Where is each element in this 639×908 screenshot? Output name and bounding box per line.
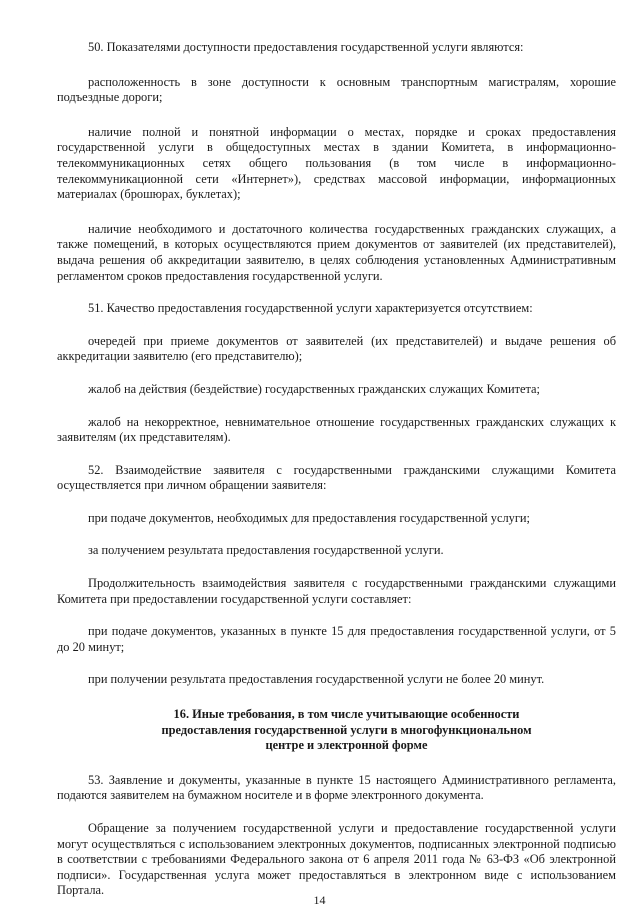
- paragraph-51-item-3: жалоб на некорректное, невнимательное отношение государственных гражданских служащих к заявителям (их представителям).: [57, 414, 616, 445]
- section-heading-line-2: предоставления государственной услуги в многофункциональном: [161, 722, 532, 737]
- paragraph-52-item-2: за получением результата предоставления государственной услуги.: [88, 543, 444, 558]
- section-heading-line-3: центре и электронной форме: [265, 738, 428, 753]
- paragraph-51-item-2: жалоб на действия (бездействие) государственных гражданских служащих Комитета;: [88, 381, 541, 396]
- page-number: 14: [313, 893, 326, 907]
- paragraph-53-electronic: Обращение за получением государственной услуги и предоставление государственной услуги могут осуществляться с использованием электронных документов, подписанных электронной подписью в соответствии с требованиями Федерального закона от 6 апреля 2011 года № 63-ФЗ «Об электронной подписи». Государственная услуга может предоставляться в электронном виде с использованием Портала.: [57, 821, 616, 898]
- paragraph-53: 53. Заявление и документы, указанные в пункте 15 настоящего Административного регламента, подаются заявителем на бумажном носителе и в форме электронного документа.: [57, 772, 616, 803]
- section-heading-line-1: 16. Иные требования, в том числе учитывающие особенности: [173, 707, 520, 722]
- paragraph-50-item-2: наличие полной и понятной информации о местах, порядке и сроках предоставления государственной услуги в общедоступных местах в здании Комитета, в информационно-телекоммуникационных сетях общего пользования (в том числе в информационно-телекоммуникационной сети «Интернет»), средствах массовой информации, информационных материалах (брошюрах, буклетах);: [57, 124, 616, 202]
- paragraph-51: 51. Качество предоставления государственной услуги характеризуется отсутствием:: [88, 301, 533, 316]
- paragraph-52: 52. Взаимодействие заявителя с государственными гражданскими служащими Комитета осуществляется при личном обращении заявителя:: [57, 462, 616, 493]
- paragraph-52-duration: Продолжительность взаимодействия заявителя с государственными гражданскими служащими Комитета при предоставлении государственной услуги составляет:: [57, 576, 616, 606]
- paragraph-51-item-1: очередей при приеме документов от заявителей (их представителей) и выдаче решения об аккредитации заявителю (его представителю);: [57, 333, 616, 364]
- paragraph-52-item-3: при подаче документов, указанных в пункте 15 для предоставления государственной услуги, от 5 до 20 минут;: [57, 624, 616, 654]
- paragraph-50-item-3: наличие необходимого и достаточного количества государственных гражданских служащих, а также помещений, в которых осуществляются прием документов от заявителей (их представителей), выдача решения об аккредитации заявителю, в целях соблюдения установленных Административным регламентом сроков предоставления государственной услуги.: [57, 221, 616, 283]
- document-page: [57, 40, 616, 899]
- paragraph-50-item-1: расположенность в зоне доступности к основным транспортным магистралям, хорошие подъездные дороги;: [57, 74, 616, 105]
- section-heading-16: [57, 707, 616, 754]
- paragraph-52-item-4: при получении результата предоставления государственной услуги не более 20 минут.: [88, 672, 545, 687]
- paragraph-50: 50. Показателями доступности предоставления государственной услуги являются:: [88, 40, 524, 54]
- paragraph-52-item-1: при подаче документов, необходимых для предоставления государственной услуги;: [88, 510, 530, 525]
